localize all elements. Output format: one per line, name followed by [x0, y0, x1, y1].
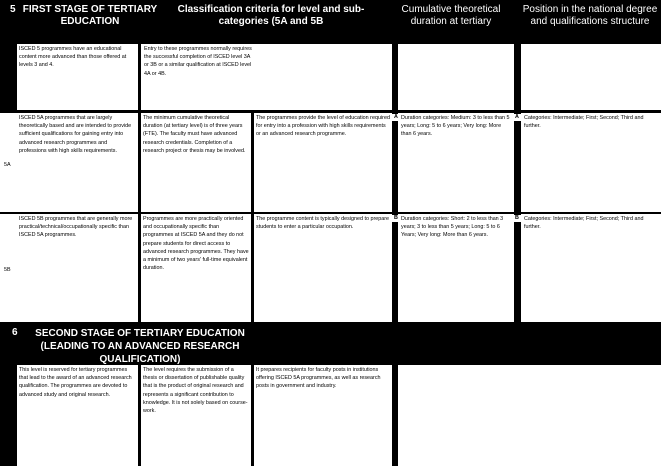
level-6-description: This level is reserved for tertiary programmes that lead to the award of an advanced research qualification. The programmes are devoted to advanced study and original research.: [17, 365, 138, 466]
level-6-number: 6: [12, 327, 18, 338]
level-5-number: 5: [10, 4, 16, 15]
level-5b-code-cell: [0, 214, 17, 322]
level-5b-duration: Duration categories: Short: 2 to less than 3 years; 3 to less than 5 years; Long: 5 to 6 Years; Very long: More than 6 years.: [398, 214, 514, 322]
level-5a-description: ISCED 5A programmes that are largely theoretically based and are intended to provide sufficient qualifications for gaining entry into advanced research programmes and professions with high skills requirements.: [17, 113, 138, 212]
cumulative-duration-header: Cumulative theoretical duration at tertiary: [401, 4, 501, 27]
level-5-position-cell: [521, 44, 661, 110]
level-5-title: FIRST STAGE OF TERTIARY EDUCATION: [22, 4, 158, 27]
level-5-entry-criteria-text: Entry to these programmes normally requires the successful completion of ISCED level 3A or 3B or a similar qualification at ISCED level 4A or 4B.: [144, 46, 252, 77]
level-5-description: ISCED 5 programmes have an educational content more advanced than those offered at levels 3 and 4.: [17, 44, 138, 110]
level-6-title: SECOND STAGE OF TERTIARY EDUCATION (LEADING TO AN ADVANCED RESEARCH QUALIFICATION): [35, 328, 245, 365]
level-6-criteria-purpose: It prepares recipients for faculty posts in institutions offering ISCED 5A programmes, as well as research posts in government and industry.: [254, 365, 392, 466]
level-5b-position: Categories: Intermediate; First; Second; Third and further.: [521, 214, 661, 322]
level-5b-criteria-purpose: The programme content is typically designed to prepare students to enter a particular occupation.: [254, 214, 392, 322]
level-6-criteria-thesis: The level requires the submission of a thesis or dissertation of publishable quality that is the product of original research and represents a significant contribution to knowledge. It is not solely based on course-work.: [141, 365, 251, 466]
level-5-entry-criteria: [141, 44, 392, 110]
level-5a-code: 5A: [4, 162, 11, 168]
level-5b-criteria-orientation: Programmes are more practically oriented and occupationally specific than programmes at ISCED 5A and they do not prepare students for direct access to advanced research programmes. They have a minimum of two years' full-time equivalent duration.: [141, 214, 251, 322]
level-5b-position-marker: B: [513, 215, 521, 222]
level-5a-duration: Duration categories: Medium: 3 to less than 5 years; Long: 5 to 6 years; Very long: More than 6 years.: [398, 113, 514, 212]
level-5a-position-marker: A: [513, 114, 521, 121]
level-5a-criteria-duration: The minimum cumulative theoretical duration (at tertiary level) is of three years (FTE). The faculty must have advanced research credentials. Completion of a research project or thesis may be involved.: [141, 113, 251, 212]
level-5b-description: ISCED 5B programmes that are generally more practical/technical/occupationally specific than ISCED 5A programmes.: [17, 214, 138, 322]
classification-criteria-header: Classification criteria for level and sub-categories (5A and 5B: [177, 4, 365, 27]
level-5a-position: Categories: Intermediate; First; Second; Third and further.: [521, 113, 661, 212]
level-5b-duration-marker: B: [392, 215, 400, 222]
level-5a-duration-marker: A: [392, 114, 400, 121]
national-position-header: Position in the national degree and qualifications structure: [522, 4, 658, 27]
level-5a-criteria-purpose: The programmes provide the level of education required for entry into a profession with high skills requirements or an advanced research programme.: [254, 113, 392, 212]
level-5-duration-cell: [398, 44, 514, 110]
level-5a-code-cell: [0, 113, 17, 212]
level-6-duration-cell: [398, 365, 661, 466]
level-5b-code: 5B: [4, 267, 11, 273]
